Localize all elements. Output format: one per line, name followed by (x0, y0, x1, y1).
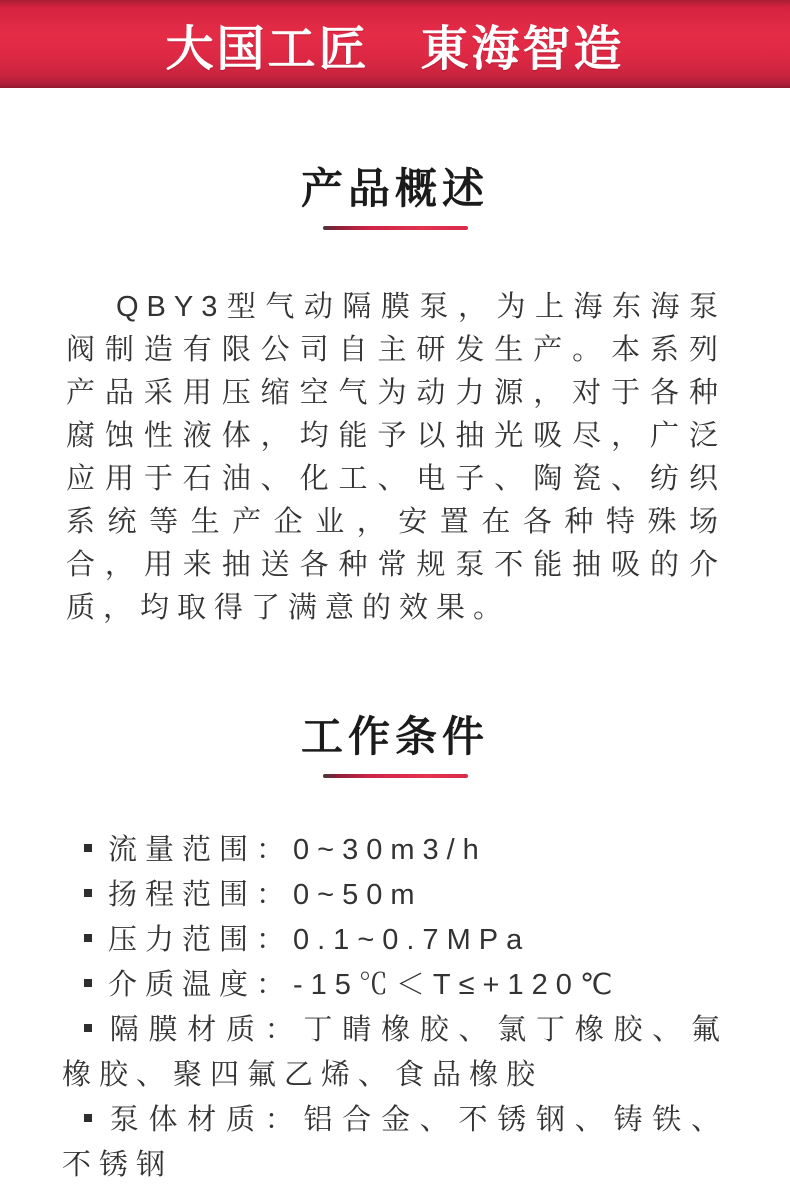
list-item-text: 隔膜材质：丁睛橡胶、氯丁橡胶、氟橡胶、聚四氟乙烯、食品橡胶 (62, 1014, 728, 1091)
overview-paragraph: QBY3型气动隔膜泵，为上海东海泵阀制造有限公司自主研发生产。本系列产品采用压缩空气为动力源，对于各种腐蚀性液体，均能予以抽光吸尽，广泛应用于石油、化工、电子、陶瓷、纺织系统等生产企业，安置在各种特殊场合，用来抽送各种常规泵不能抽吸的介质，均取得了满意的效果。 (66, 291, 726, 624)
list-item (62, 828, 728, 873)
banner-title: 大国工匠 東海智造 (165, 22, 625, 76)
bullet-icon (84, 844, 92, 852)
conditions-heading: 工作条件 (300, 713, 489, 760)
section-product-overview (0, 88, 790, 630)
overview-heading-underline (323, 226, 468, 230)
brand-banner (0, 0, 790, 88)
list-item-text: 泵体材质：铝合金、不锈钢、铸铁、不锈钢 (62, 1104, 728, 1181)
bullet-icon (84, 979, 92, 987)
list-item (62, 963, 728, 1008)
bullet-icon (84, 1024, 92, 1032)
list-item-text: 流量范围：0~30m3/h (108, 834, 487, 866)
list-item (62, 1098, 728, 1188)
bullet-icon (84, 1114, 92, 1122)
overview-heading: 产品概述 (300, 165, 489, 212)
section-working-conditions (0, 630, 790, 1188)
list-item (62, 1008, 728, 1098)
list-item (62, 873, 728, 918)
list-item-text: 压力范围：0.1~0.7MPa (108, 924, 531, 956)
list-item-text: 扬程范围：0~50m (108, 879, 423, 911)
bullet-icon (84, 934, 92, 942)
conditions-list (62, 828, 728, 1188)
conditions-heading-underline (323, 774, 468, 778)
list-item (62, 918, 728, 963)
list-item-text: 介质温度：-15℃＜T≤+120℃ (108, 969, 621, 1001)
bullet-icon (84, 889, 92, 897)
